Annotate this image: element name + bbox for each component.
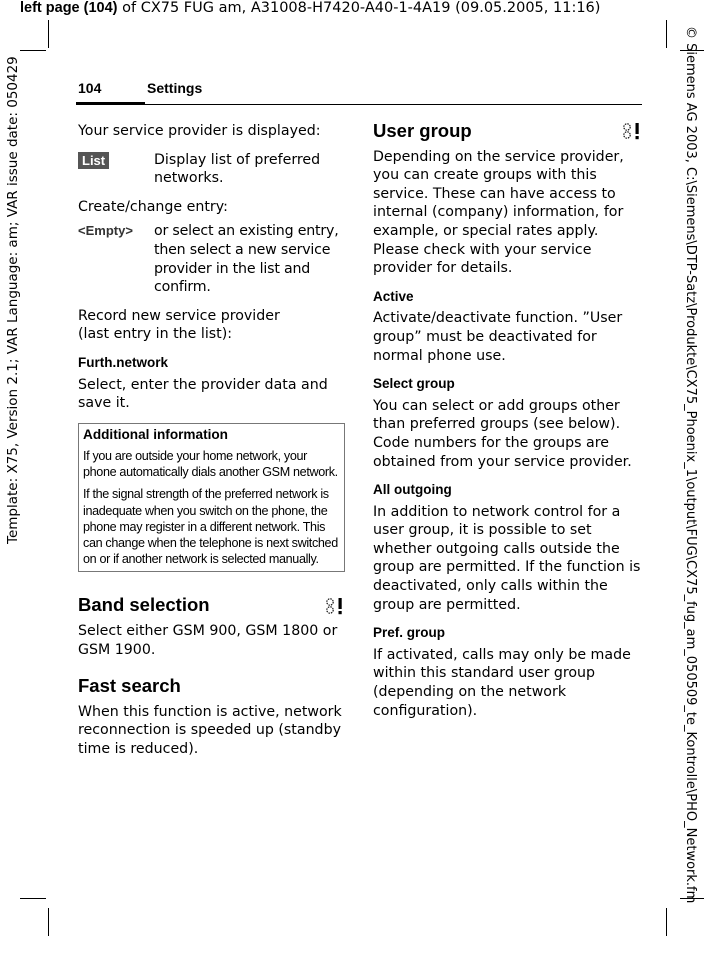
- crop-mark: [20, 898, 46, 899]
- record-provider-text: [78, 307, 344, 344]
- user-group-title: User group: [373, 120, 472, 141]
- list-description: Display list of preferred networks.: [154, 151, 321, 187]
- header-rule: [145, 104, 642, 105]
- band-selection-heading: [78, 596, 344, 615]
- band-selection-title: Band selection: [78, 594, 210, 616]
- provider-dependent-icon: [324, 597, 344, 615]
- furth-network-title: Furth.network: [78, 354, 168, 370]
- section-title: Settings: [147, 80, 203, 96]
- crop-mark: [666, 908, 667, 936]
- user-group-intro: Depending on the service provider, you can create groups with this service. These can have access to internal (company) information, for example, or special rates apply. Please check with your service provider for details.: [373, 148, 624, 277]
- fast-search-heading: [78, 677, 344, 696]
- template-info: Template: X75, Version 2.1; VAR Language: am; VAR issue date: 050429: [5, 56, 21, 544]
- fast-search-text: When this function is active, network reconnection is speeded up (standby time is reduced).: [78, 703, 342, 757]
- crop-mark: [48, 20, 49, 48]
- provider-intro: Your service provider is displayed:: [78, 123, 321, 139]
- provider-dependent-icon: [621, 122, 641, 140]
- list-definition: [78, 151, 344, 188]
- empty-softkey: <Empty>: [78, 223, 133, 239]
- furth-network-text: Select, enter the provider data and save it.: [78, 376, 328, 412]
- header-rule-thick: [76, 102, 145, 105]
- all-outgoing-title: All outgoing: [373, 482, 452, 498]
- fast-search-title: Fast search: [78, 675, 181, 697]
- empty-description: or select an existing entry, then select a new service provider in the list and confirm.: [154, 223, 339, 296]
- user-group-heading: [373, 122, 641, 141]
- create-change-label: Create/change entry:: [78, 198, 228, 215]
- pref-group-text: If activated, calls may only be made within this standard user group (depending on the network configuration).: [373, 646, 631, 719]
- record-line-2: (last entry in the list):: [78, 326, 233, 343]
- band-selection-text: Select either GSM 900, GSM 1800 or GSM 1900.: [78, 622, 338, 658]
- page-number: 104: [78, 80, 102, 96]
- right-column: [373, 122, 641, 730]
- left-column: [78, 122, 344, 769]
- crop-mark: [48, 908, 49, 936]
- document-header: [20, 0, 600, 16]
- all-outgoing-text: In addition to network control for a user group, it is possible to set whether outgoing calls outside the group are permitted. If the function is deactivated, only calls within the group are permitted.: [373, 503, 641, 613]
- info-box-title: Additional information: [83, 426, 228, 442]
- header-file-info: of CX75 FUG am, A31008-H7420-A40-1-4A19 (09.05.2005, 11:16): [122, 0, 601, 16]
- select-group-text: You can select or add groups other than preferred groups (see below). Code numbers for the groups are obtained from your service provider.: [373, 397, 632, 470]
- info-paragraph-2: If the signal strength of the preferred network is inadequate when you switch on the phone, the phone may register in a different network. This can change when the telephone is next switched on or if another network is selected manually.: [83, 487, 338, 567]
- record-line-1: Record new service provider: [78, 307, 280, 324]
- active-title: Active: [373, 288, 414, 304]
- active-text: Activate/deactivate function. ”User group” must be deactivated for normal phone use.: [373, 310, 623, 364]
- header-page-ref: left page (104): [20, 0, 118, 16]
- empty-definition: [78, 222, 344, 296]
- info-paragraph-1: If you are outside your home network, your phone automatically dials another GSM network.: [83, 448, 338, 480]
- additional-info-box: [78, 423, 345, 573]
- list-softkey: List: [78, 152, 109, 169]
- pref-group-title: Pref. group: [373, 625, 446, 641]
- copyright-path: © Siemens AG 2003, C:\Siemens\DTP-Satz\Produkte\CX75_Phoenix_1\output\FUG\CX75_fug_am_050509_te_Kontrolle\PHO_Network.fm: [683, 26, 698, 904]
- select-group-title: Select group: [373, 376, 455, 392]
- crop-mark: [666, 20, 667, 48]
- crop-mark: [20, 50, 46, 51]
